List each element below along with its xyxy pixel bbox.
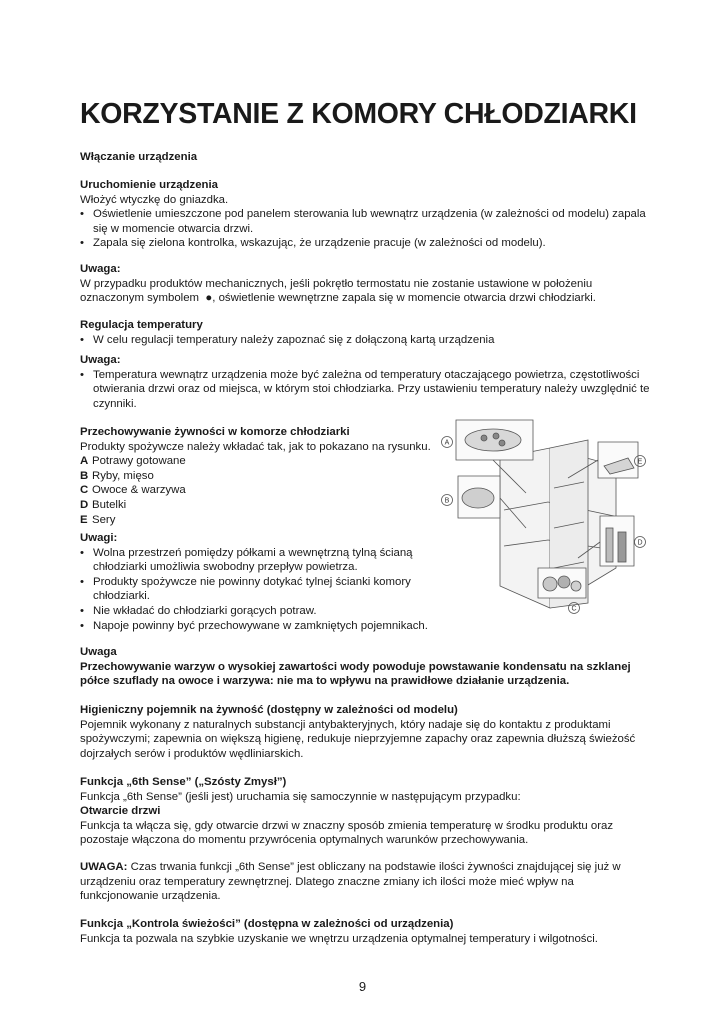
food-key-item-d: D Butelki bbox=[80, 498, 127, 511]
list-item: • Wolna przestrzeń pomiędzy półkami a wewnętrzną tylną ścianą chłodziarki umożliwia swobodny przepływ powietrza. bbox=[80, 546, 455, 575]
section-przechowywanie bbox=[80, 425, 442, 527]
food-bubble-d bbox=[600, 516, 634, 566]
uwagi-list bbox=[80, 546, 455, 634]
callout-label-c: C bbox=[571, 605, 577, 613]
heading-uruchomienie: Uruchomienie urządzenia bbox=[80, 179, 218, 191]
list-item: • Nie wkładać do chłodziarki gorących potraw. bbox=[80, 604, 455, 619]
6th-sense-intro: Funkcja „6th Sense” (jeśli jest) uruchamia się samoczynnie w następującym przypadku: bbox=[80, 790, 521, 803]
heading-6th-sense: Funkcja „6th Sense” („Szósty Zmysł”) bbox=[80, 776, 287, 788]
callout-label-d: D bbox=[637, 539, 643, 547]
section-uwagi bbox=[80, 531, 455, 633]
heading-uwagi: Uwagi: bbox=[80, 532, 118, 544]
heading-higieniczny: Higieniczny pojemnik na żywność (dostępny w zależności od modelu) bbox=[80, 704, 458, 716]
list-item: • Produkty spożywcze nie powinny dotykać tylnej ścianki komory chłodziarki. bbox=[80, 575, 455, 604]
section-uwaga-4 bbox=[80, 860, 650, 904]
thermostat-dot-symbol: ● bbox=[205, 292, 213, 305]
food-key-item-c: C Owoce & warzywa bbox=[80, 484, 186, 497]
page-title: KORZYSTANIE Z KOMORY CHŁODZIARKI bbox=[80, 98, 637, 130]
uwaga-4-text: UWAGA: Czas trwania funkcji „6th Sense” jest obliczany na podstawie ilości żywności znajdującej się już w urządzeniu oraz temperatury zewnętrznej. Dlatego znaczne zmiany ich ilości może mieć wpływ na funkcjonowanie urządzenia. bbox=[80, 861, 621, 903]
meat-fish-icon bbox=[462, 488, 494, 508]
heading-regulacja: Regulacja temperatury bbox=[80, 319, 203, 331]
6th-sense-text: Funkcja ta włącza się, gdy otwarcie drzwi w znaczny sposób zmienia temperaturę w środku produktu oraz pozostaje włączona do momentu przywrócenia optymalnych warunków przechowywania. bbox=[80, 819, 614, 847]
list-item: • Temperatura wewnątrz urządzenia może być zależna od temperatury otaczającego powietrza, częstotliwości otwierania drzwi oraz od miejsca, w którym stoi chłodziarka. Przy ustawieniu temperatury należy uwzględnić te czynniki. bbox=[80, 368, 650, 412]
heading-uwaga-3: Uwaga bbox=[80, 646, 117, 658]
section-regulacja bbox=[80, 318, 650, 347]
heading-przechowywanie: Przechowywanie żywności w komorze chłodziarki bbox=[80, 426, 350, 438]
section-uruchomienie bbox=[80, 178, 650, 251]
list-item: • Napoje powinny być przechowywane w zamkniętych pojemnikach. bbox=[80, 619, 455, 634]
przechowywanie-intro: Produkty spożywcze należy wkładać tak, jak to pokazano na rysunku. bbox=[80, 440, 431, 453]
higieniczny-text: Pojemnik wykonany z naturalnych substancji antybakteryjnych, który nadaje się do kontaktu z produktami spożywczymi; zapewnia on większą higienę, redukuje nieprzyjemne zapachy oraz zapewnia dłuższą świeżość dojrzałych serów i produktów wędliniarskich. bbox=[80, 718, 636, 760]
uwaga-1-text: W przypadku produktów mechanicznych, jeśli pokrętło termostatu nie zostanie ustawione w położeniu oznaczonym symbolem ●, oświetlenie wewnętrzne zapala się w momencie otwarcia drzwi chłodziarki. bbox=[80, 277, 596, 305]
food-key-item-b: B Ryby, mięso bbox=[80, 469, 154, 482]
callout-label-a: A bbox=[444, 439, 450, 447]
food-bubble-e bbox=[598, 442, 638, 478]
uwaga-2-list bbox=[80, 368, 650, 412]
uruchomienie-intro: Włożyć wtyczkę do gniazdka. bbox=[80, 193, 229, 206]
fridge-storage-illustration bbox=[438, 418, 650, 618]
food-key-item-a: A Potrawy gotowane bbox=[80, 455, 186, 468]
heading-otwarcie-drzwi: Otwarcie drzwi bbox=[80, 805, 161, 818]
bottle-icon bbox=[606, 528, 613, 562]
food-key-item-e: E Sery bbox=[80, 513, 116, 526]
kontrola-text: Funkcja ta pozwala na szybkie uzyskanie we wnętrzu urządzenia optymalnej temperatury i wilgotności. bbox=[80, 932, 598, 945]
section-6th-sense bbox=[80, 775, 650, 848]
plate-food-icon bbox=[465, 429, 521, 451]
heading-uwaga-2: Uwaga: bbox=[80, 354, 121, 366]
uwaga-3-text: Przechowywanie warzyw o wysokiej zawartości wody powoduje powstawanie kondensatu na szklanej półce szuflady na owoce i warzywa: nie ma to wpływu na prawidłowe działanie urządzenia. bbox=[80, 660, 631, 688]
regulacja-list bbox=[80, 333, 650, 348]
section-wlaczanie bbox=[80, 150, 650, 165]
section-uwaga-1 bbox=[80, 262, 650, 306]
heading-wlaczanie: Włączanie urządzenia bbox=[80, 151, 198, 163]
section-uwaga-3 bbox=[80, 645, 650, 689]
list-item: • Zapala się zielona kontrolka, wskazując, że urządzenie pracuje (w zależności od modelu). bbox=[80, 236, 650, 251]
heading-uwaga-1: Uwaga: bbox=[80, 263, 121, 275]
section-higieniczny bbox=[80, 703, 650, 761]
uruchomienie-list bbox=[80, 207, 650, 251]
fruit-icon bbox=[543, 577, 557, 591]
section-kontrola bbox=[80, 917, 650, 946]
bottle-icon bbox=[618, 532, 626, 562]
callout-label-b: B bbox=[444, 497, 450, 505]
list-item: • W celu regulacji temperatury należy zapoznać się z dołączoną kartą urządzenia bbox=[80, 333, 650, 348]
callout-label-e: E bbox=[637, 458, 643, 466]
heading-kontrola: Funkcja „Kontrola świeżości” (dostępna w zależności od urządzenia) bbox=[80, 918, 454, 930]
fruit-icon bbox=[558, 576, 570, 588]
section-uwaga-2 bbox=[80, 353, 650, 411]
list-item: • Oświetlenie umieszczone pod panelem sterowania lub wewnątrz urządzenia (w zależności od modelu) zapala się w momencie otwarcia drzwi. bbox=[80, 207, 650, 236]
vegetable-icon bbox=[571, 581, 581, 591]
page-number: 9 bbox=[358, 979, 367, 994]
